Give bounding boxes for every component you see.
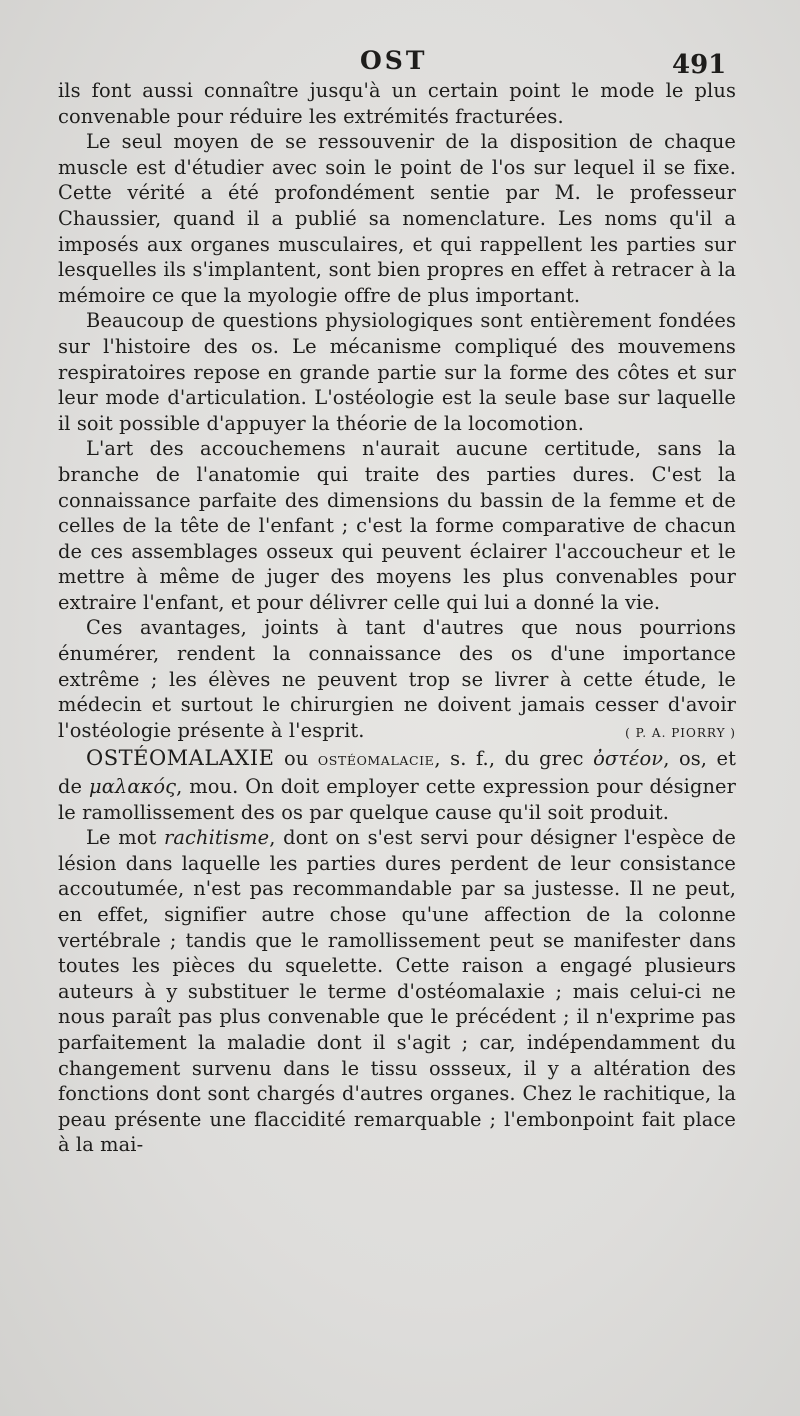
page-header xyxy=(0,46,800,82)
paragraph: Le seul moyen de se ressouvenir de la disposition de chaque muscle est d'étudier avec soin le point de l'os sur lequel il se fixe. Cette vérité a été profondément sentie par M. le professeur Chaussier, quand il a publié sa nomenclature. Les noms qu'il a imposés aux organes musculaires, et qui rappellent les parties sur lesquelles ils s'implantent, sont bien propres en effet à retracer à la mémoire ce que la myologie offre de plus important. xyxy=(58,130,736,307)
page-number: 491 xyxy=(672,50,727,80)
entry-grammar: , s. f., du grec xyxy=(434,747,584,771)
italic-term: rachitisme xyxy=(164,826,270,850)
entry-or: ou xyxy=(284,747,309,771)
paragraph: L'art des accouchemens n'aurait aucune certitude, sans la branche de l'anatomie qui traite des parties dures. C'est la connaissance parfaite des dimensions du bassin de la femme et de celles de la tête de l'enfant ; c'est la forme comparative de chacun de ces assemblages osseux qui peuvent éclairer l'accoucheur et le mettre à même de juger des moyens les plus convenables pour extraire l'enfant, et pour délivrer celle qui lui a donné la vie. xyxy=(58,437,736,614)
dictionary-entry xyxy=(58,746,736,825)
running-head: OST xyxy=(360,46,428,75)
entry-variant: OSTÉOMALACIE xyxy=(317,753,435,769)
greek-word-malakos: μαλακός xyxy=(89,775,177,799)
paragraph xyxy=(58,825,736,1158)
paragraph: Beaucoup de questions physiologiques sont entièrement fondées sur l'histoire des os. Le mécanisme compliqué des mouvemens respiratoires repose en grande partie sur la forme des côtes et sur leur mode d'articulation. L'ostéologie est la seule base sur laquelle il soit possible d'appuyer la théorie de la locomotion. xyxy=(58,309,736,435)
paragraph-text: Ces avantages, joints à tant d'autres que nous pourrions énumérer, rendent la connaissance des os d'une importance extrême ; les élèves ne peuvent trop se livrer à cette étude, le médecin et surtout le chirurgien ne doivent jamais cesser d'avoir l'ostéologie présente à l'esprit. xyxy=(58,616,736,742)
paragraph-rest: , dont on s'est servi pour désigner l'espèce de lésion dans laquelle les parties dures perdent de leur consistance accoutumée, n'est pas recommandable par sa justesse. Il ne peut, en effet, signifier autre chose qu'une affection de la colonne vertébrale ; tandis que le ramollissement peut se manifester dans toutes les pièces du squelette. Cette raison a engagé plusieurs auteurs à y substituer le terme d'ostéomalaxie ; mais celui-ci ne nous paraît pas plus convenable que le précédent ; il n'exprime pas parfaitement la maladie dont il s'agit ; car, indépendamment du changement survenu dans le tissu ossseux, il y a altération des fonctions dont sont chargés d'autres organes. Chez le rachitique, la peau présente une flaccidité remarquable ; l'embonpoint fait place à la mai- xyxy=(58,826,736,1157)
body-text xyxy=(58,78,736,1158)
entry-definition: , mou. On doit employer cette expression pour désigner le ramollissement des os par quelque cause qu'il soit produit. xyxy=(58,775,737,824)
paragraph-start: Le mot xyxy=(86,826,157,850)
author-signature: ( P. A. PIORRY ) xyxy=(625,725,736,740)
greek-word-osteon: ὀστέον xyxy=(593,747,664,771)
paragraph xyxy=(58,615,736,743)
paragraph: ils font aussi connaître jusqu'à un certain point le mode le plus convenable pour réduire les extrémités fracturées. xyxy=(58,79,736,128)
entry-gloss: , os, et de xyxy=(58,747,737,799)
entry-headword: OSTÉOMALAXIE xyxy=(86,746,275,771)
